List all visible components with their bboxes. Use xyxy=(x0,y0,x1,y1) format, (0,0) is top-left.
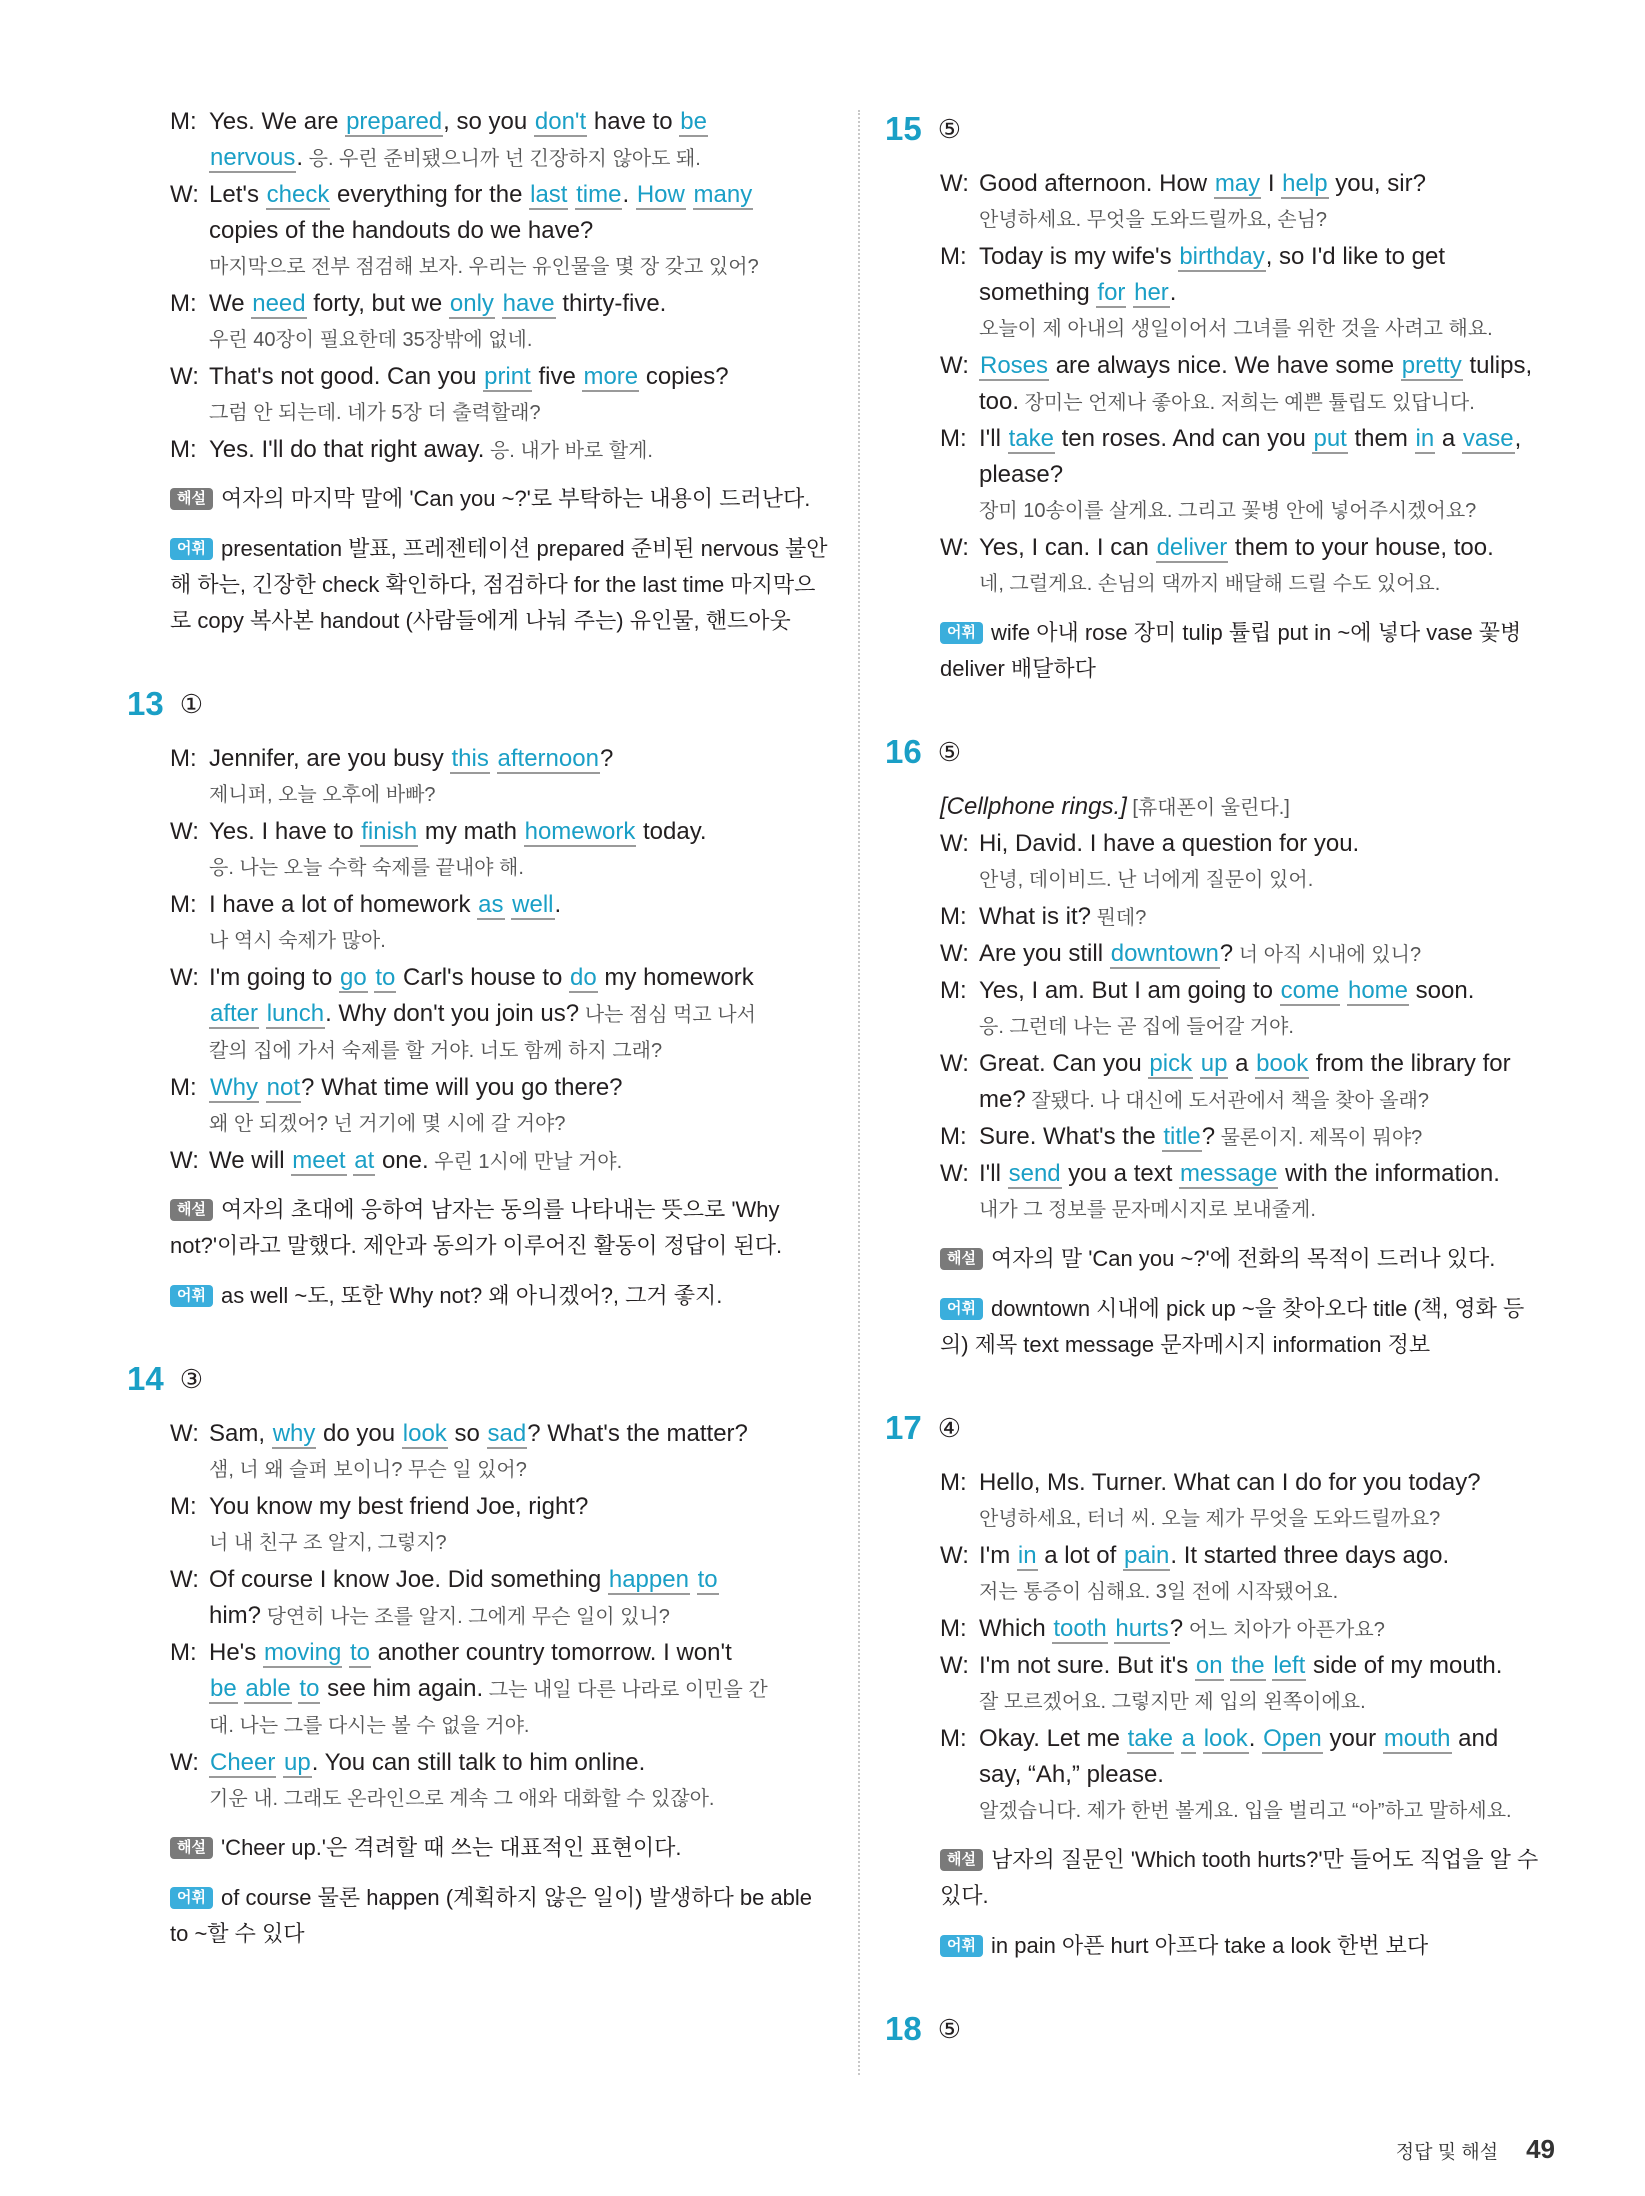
blank-answer: many xyxy=(693,181,753,208)
question-header xyxy=(127,1354,830,1404)
english-text: Great. Can you pick up a book from the library for xyxy=(979,1050,1511,1077)
speaker: W: xyxy=(170,1147,199,1174)
dialogue-line xyxy=(170,960,830,996)
speaker: W: xyxy=(940,352,969,379)
english-text: Good afternoon. How may I help you, sir? xyxy=(979,170,1426,197)
blank-answer: pick xyxy=(1149,1050,1193,1077)
blank-answer: left xyxy=(1273,1652,1306,1679)
english-text: I have a lot of homework as well. xyxy=(209,891,562,918)
dialogue-line xyxy=(170,741,830,777)
blank-answer: prepared xyxy=(346,108,443,135)
blank-answer: Open xyxy=(1263,1725,1322,1752)
speaker: M: xyxy=(940,1123,967,1150)
blank-answer: send xyxy=(1008,1160,1061,1187)
dialogue-line xyxy=(940,1046,1540,1082)
korean-translation: 장미 10송이를 살게요. 그리고 꽃병 안에 넣어주시겠어요? xyxy=(979,500,1477,522)
speaker: M: xyxy=(940,1615,967,1642)
korean-translation: 응. 그런데 나는 곧 집에 들어갈 거야. xyxy=(979,1016,1294,1038)
english-text: He's moving to another country tomorrow. I won't xyxy=(209,1639,732,1666)
korean-translation: 샘, 너 왜 슬퍼 보이니? 무슨 일 있어? xyxy=(209,1459,527,1481)
dialogue-line xyxy=(940,1721,1540,1757)
korean-translation: 네, 그럴게요. 손님의 댁까지 배달해 드릴 수도 있어요. xyxy=(979,573,1441,595)
page-footer xyxy=(1396,2134,1555,2165)
blank-answer: Roses xyxy=(980,352,1049,379)
blank-answer: do xyxy=(570,964,597,991)
question-number: 18 xyxy=(885,2010,922,2047)
english-text: Cheer up. You can still talk to him online. xyxy=(210,1749,646,1776)
blank-answer: take xyxy=(1008,425,1054,452)
blank-answer: homework xyxy=(524,818,636,845)
blank-answer: Cheer xyxy=(210,1749,276,1776)
explanation-note: 해설 여자의 말 'Can you ~?'에 전화의 목적이 드러나 있다. xyxy=(940,1241,1540,1277)
explanation-note: 해설 여자의 초대에 응하여 남자는 동의를 나타내는 뜻으로 'Why not?'이라고 말했다. 제안과 동의가 이루어진 활동이 정답이 된다. xyxy=(170,1197,783,1258)
dialogue-line xyxy=(170,887,830,923)
english-text: That's not good. Can you print five more copies? xyxy=(209,363,729,390)
answer-mark: ⑤ xyxy=(937,736,962,767)
blank-answer: more xyxy=(583,363,639,390)
question-header xyxy=(885,1403,1540,1453)
right-column xyxy=(885,104,1540,2066)
blank-answer: in xyxy=(1415,425,1435,452)
answer-mark: ⑤ xyxy=(937,113,962,144)
question-header xyxy=(885,2004,1540,2054)
speaker: W: xyxy=(940,1542,969,1569)
blank-answer: pretty xyxy=(1401,352,1462,379)
blank-answer: tooth xyxy=(1053,1615,1107,1642)
dialogue-line xyxy=(170,1635,830,1671)
english-text: I'm not sure. But it's on the left side of my mouth. xyxy=(979,1652,1503,1679)
blank-answer: may xyxy=(1214,170,1261,197)
dialogue-line xyxy=(170,286,830,322)
footer-label: 정답 및 해설 xyxy=(1395,2142,1499,2163)
english-text: Are you still downtown? 너 아직 시내에 있니? xyxy=(979,940,1422,967)
english-text: We will meet at one. 우린 1시에 만날 거야. xyxy=(209,1147,623,1174)
eohwi-tag: 어휘 xyxy=(940,1935,983,1957)
dialogue-line xyxy=(170,432,830,469)
question-18 xyxy=(885,2004,1540,2054)
haeseol-tag: 해설 xyxy=(170,1837,213,1859)
english-text: Roses are always nice. We have some pretty tulips, xyxy=(980,352,1533,379)
korean-translation: 안녕하세요, 터너 씨. 오늘 제가 무엇을 도와드릴까요? xyxy=(979,1508,1441,1530)
english-text: I'm going to go to Carl's house to do my homework xyxy=(209,964,754,991)
speaker: W: xyxy=(170,818,199,845)
english-text: Of course I know Joe. Did something happen to xyxy=(209,1566,718,1593)
dialogue-line xyxy=(940,348,1540,384)
blank-answer: sad xyxy=(487,1420,527,1447)
blank-answer: help xyxy=(1282,170,1328,197)
speaker: W: xyxy=(170,1420,199,1447)
question-number: 17 xyxy=(885,1409,922,1446)
dialogue-line xyxy=(170,1745,830,1781)
continuation-line: after lunch. Why don't you join us? 나는 점심 먹고 나서 xyxy=(210,1000,756,1027)
blank-answer: downtown xyxy=(1110,940,1219,967)
korean-translation: 너 내 친구 조 알지, 그렇지? xyxy=(209,1532,447,1554)
speaker: W: xyxy=(940,1652,969,1679)
english-text: Today is my wife's birthday, so I'd like to get xyxy=(979,243,1446,270)
blank-answer: her xyxy=(1134,279,1169,306)
blank-answer: hurts xyxy=(1115,1615,1169,1642)
blank-answer: put xyxy=(1313,425,1347,452)
speaker: W: xyxy=(170,181,199,208)
korean-translation: 나 역시 숙제가 많아. xyxy=(209,930,386,952)
blank-answer: well xyxy=(512,891,554,918)
continuation-line: too. 장미는 언제나 좋아요. 저희는 예쁜 튤립도 있답니다. xyxy=(979,388,1475,415)
korean-translation: 제니퍼, 오늘 오후에 바빠? xyxy=(209,784,436,806)
dialogue-line xyxy=(940,1538,1540,1574)
dialogue-line xyxy=(170,359,830,395)
blank-answer: lunch xyxy=(266,1000,325,1027)
blank-answer: a xyxy=(1181,1725,1196,1752)
dialogue-line xyxy=(170,814,830,850)
haeseol-tag: 해설 xyxy=(170,488,213,510)
answer-mark: ④ xyxy=(937,1412,962,1443)
speaker: W: xyxy=(170,1566,199,1593)
dialogue-line xyxy=(170,177,830,213)
blank-answer: need xyxy=(252,290,306,317)
speaker: M: xyxy=(940,903,967,930)
blank-answer: come xyxy=(1280,977,1340,1004)
dialogue-line xyxy=(170,1562,830,1598)
blank-answer: in xyxy=(1017,1542,1037,1569)
speaker: W: xyxy=(940,830,969,857)
dialogue-line xyxy=(170,104,830,140)
speaker: W: xyxy=(170,1749,199,1776)
eohwi-tag: 어휘 xyxy=(940,622,983,644)
dialogue-line xyxy=(940,1648,1540,1684)
vocabulary-note: 어휘 downtown 시내에 pick up ~을 찾아오다 title (책, 영화 등의) 제목 text message 문자메시지 information 정보 xyxy=(940,1296,1525,1357)
speaker: M: xyxy=(940,1469,967,1496)
speaker: M: xyxy=(170,290,197,317)
blank-answer: be xyxy=(680,108,707,135)
page-number: 49 xyxy=(1526,2134,1555,2164)
dialogue-line xyxy=(940,1119,1540,1156)
blank-answer: up xyxy=(284,1749,311,1776)
dialogue-line xyxy=(170,1489,830,1525)
speaker: M: xyxy=(170,436,197,463)
english-text: Yes, I am. But I am going to come home soon. xyxy=(979,977,1475,1004)
blank-answer: to xyxy=(349,1639,370,1666)
question-number: 15 xyxy=(885,110,922,147)
speaker: W: xyxy=(170,363,199,390)
blank-answer: title xyxy=(1163,1123,1201,1150)
vocabulary-note: 어휘 in pain 아픈 hurt 아프다 take a look 한번 보다 xyxy=(940,1928,1540,1964)
dialogue-line xyxy=(170,1143,830,1180)
blank-answer: message xyxy=(1180,1160,1278,1187)
korean-translation: 응. 나는 오늘 수학 숙제를 끝내야 해. xyxy=(209,857,524,879)
blank-answer: to xyxy=(697,1566,718,1593)
continuation-line: me? 잘됐다. 나 대신에 도서관에서 책을 찾아 올래? xyxy=(979,1086,1430,1113)
korean-translation: 저는 통증이 심해요. 3일 전에 시작됐어요. xyxy=(979,1581,1339,1603)
blank-answer: for xyxy=(1097,279,1126,306)
speaker: M: xyxy=(170,745,197,772)
question-12-continued xyxy=(170,104,830,639)
blank-answer: to xyxy=(299,1675,320,1702)
english-text: Hello, Ms. Turner. What can I do for you today? xyxy=(979,1469,1481,1496)
haeseol-tag: 해설 xyxy=(170,1199,213,1221)
english-text: Jennifer, are you busy this afternoon? xyxy=(209,745,614,772)
blank-answer: happen xyxy=(608,1566,689,1593)
question-header xyxy=(885,727,1540,777)
blank-answer: to xyxy=(375,964,396,991)
speaker: M: xyxy=(170,891,197,918)
question-number: 14 xyxy=(127,1360,164,1397)
korean-translation: 우린 40장이 필요한데 35장밖에 없네. xyxy=(209,329,533,351)
blank-answer: last xyxy=(530,181,568,208)
english-text: Okay. Let me take a look. Open your mouth and xyxy=(979,1725,1499,1752)
english-text: I'm in a lot of pain. It started three days ago. xyxy=(979,1542,1450,1569)
english-text: Yes. We are prepared, so you don't have to be xyxy=(209,108,707,135)
speaker: M: xyxy=(170,1493,197,1520)
continuation-line: him? 당연히 나는 조를 알지. 그에게 무슨 일이 있니? xyxy=(209,1602,670,1629)
korean-translation: 기운 내. 그래도 온라인으로 계속 그 애와 대화할 수 있잖아. xyxy=(209,1788,715,1810)
speaker: M: xyxy=(940,425,967,452)
speaker: W: xyxy=(940,170,969,197)
dialogue-line xyxy=(170,1070,830,1106)
blank-answer: book xyxy=(1256,1050,1309,1077)
english-text: Hi, David. I have a question for you. xyxy=(979,830,1360,857)
english-text: Yes. I'll do that right away. 응. 내가 바로 할게. xyxy=(209,436,653,463)
english-text: Let's check everything for the last time. How many xyxy=(209,181,753,208)
haeseol-tag: 해설 xyxy=(940,1248,983,1270)
blank-answer: nervous xyxy=(210,144,296,171)
blank-answer: don't xyxy=(534,108,587,135)
blank-answer: on xyxy=(1195,1652,1223,1679)
speaker: M: xyxy=(940,243,967,270)
english-text: What is it? 뭔데? xyxy=(979,903,1147,930)
dialogue-line xyxy=(940,899,1540,936)
question-header xyxy=(885,104,1540,154)
blank-answer: look xyxy=(402,1420,447,1447)
dialogue-line xyxy=(940,936,1540,973)
explanation-note: 해설 여자의 마지막 말에 'Can you ~?'로 부탁하는 내용이 드러난다. xyxy=(170,481,830,517)
question-header xyxy=(127,679,830,729)
dialogue-line xyxy=(940,1611,1540,1648)
speaker: W: xyxy=(940,534,969,561)
speaker: M: xyxy=(170,1074,197,1101)
continuation-line: please? xyxy=(979,461,1064,488)
continuation-line: something for her. xyxy=(979,279,1177,306)
blank-answer: not xyxy=(266,1074,301,1101)
blank-answer: only xyxy=(449,290,494,317)
blank-answer: print xyxy=(484,363,531,390)
blank-answer: as xyxy=(478,891,504,918)
blank-answer: the xyxy=(1231,1652,1265,1679)
question-14 xyxy=(127,1354,830,1952)
blank-answer: check xyxy=(266,181,330,208)
english-text: Which tooth hurts? 어느 치아가 아픈가요? xyxy=(979,1615,1385,1642)
vocabulary-note: 어휘 presentation 발표, 프레젠테이션 prepared 준비된 nervous 불안해 하는, 긴장한 check 확인하다, 점검하다 for the last time 마지막으로 copy 복사본 handout (사람들에게 나눠 주는) 유인물, 핸드아웃 xyxy=(170,536,828,633)
blank-answer: mouth xyxy=(1383,1725,1451,1752)
blank-answer: after xyxy=(210,1000,259,1027)
blank-answer: pain xyxy=(1124,1542,1170,1569)
dialogue-line xyxy=(940,421,1540,457)
blank-answer: take xyxy=(1127,1725,1173,1752)
korean-translation: 마지막으로 전부 점검해 보자. 우리는 유인물을 몇 장 갖고 있어? xyxy=(209,256,759,278)
blank-answer: up xyxy=(1200,1050,1228,1077)
answer-mark: ⑤ xyxy=(937,2013,962,2044)
dialogue-line xyxy=(940,973,1540,1009)
eohwi-tag: 어휘 xyxy=(940,1298,983,1320)
blank-answer: meet xyxy=(292,1147,346,1174)
english-text: Sam, why do you look so sad? What's the matter? xyxy=(209,1420,748,1447)
english-text: Yes, I can. I can deliver them to your house, too. xyxy=(979,534,1494,561)
vocabulary-note: 어휘 as well ~도, 또한 Why not? 왜 아니겠어?, 그거 좋지. xyxy=(170,1278,830,1314)
korean-translation: 그럼 안 되는데. 네가 5장 더 출력할래? xyxy=(209,402,541,424)
answer-mark: ③ xyxy=(179,1363,204,1394)
korean-translation: 오늘이 제 아내의 생일이어서 그녀를 위한 것을 사려고 해요. xyxy=(979,318,1493,340)
speaker: W: xyxy=(170,964,199,991)
question-16 xyxy=(885,727,1540,1363)
question-number: 16 xyxy=(885,733,922,770)
english-text: I'll send you a text message with the information. xyxy=(979,1160,1500,1187)
blank-answer: time xyxy=(576,181,622,208)
blank-answer: this xyxy=(451,745,489,772)
blank-answer: look xyxy=(1203,1725,1248,1752)
dialogue-line xyxy=(940,166,1540,202)
vocabulary-note: 어휘 wife 아내 rose 장미 tulip 튤립 put in ~에 넣다 vase 꽃병 deliver 배달하다 xyxy=(940,620,1522,681)
blank-answer: birthday xyxy=(1179,243,1265,270)
eohwi-tag: 어휘 xyxy=(170,538,213,560)
korean-translation: 안녕하세요. 무엇을 도와드릴까요, 손님? xyxy=(979,209,1328,231)
speaker: M: xyxy=(170,1639,197,1666)
speaker: W: xyxy=(940,1160,969,1187)
explanation-note: 해설 'Cheer up.'은 격려할 때 쓰는 대표적인 표현이다. xyxy=(170,1830,830,1866)
blank-answer: be xyxy=(210,1675,237,1702)
speaker: M: xyxy=(940,1725,967,1752)
blank-answer: moving xyxy=(263,1639,342,1666)
question-13 xyxy=(127,679,830,1314)
speaker: W: xyxy=(940,1050,969,1077)
english-text: Why not? What time will you go there? xyxy=(210,1074,623,1101)
korean-translation: 칼의 집에 가서 숙제를 할 거야. 너도 함께 하지 그래? xyxy=(209,1040,663,1062)
blank-answer: How xyxy=(636,181,685,208)
answer-mark: ① xyxy=(179,688,204,719)
continuation-line: be able to see him again. 그는 내일 다른 나라로 이민을 간 xyxy=(210,1675,768,1702)
english-text: You know my best friend Joe, right? xyxy=(209,1493,589,1520)
question-17 xyxy=(885,1403,1540,1964)
korean-translation: 잘 모르겠어요. 그렇지만 제 입의 왼쪽이에요. xyxy=(979,1691,1366,1713)
continuation-line: say, “Ah,” please. xyxy=(979,1761,1164,1788)
eohwi-tag: 어휘 xyxy=(170,1285,213,1307)
blank-answer: able xyxy=(245,1675,291,1702)
column-divider xyxy=(858,110,860,2075)
blank-answer: Why xyxy=(210,1074,258,1101)
korean-translation: 안녕, 데이비드. 난 너에게 질문이 있어. xyxy=(979,869,1314,891)
stage-direction: [Cellphone rings.] [휴대폰이 울린다.] xyxy=(940,793,1290,820)
blank-answer: vase xyxy=(1462,425,1514,452)
blank-answer: deliver xyxy=(1156,534,1228,561)
blank-answer: why xyxy=(272,1420,316,1447)
vocabulary-note: 어휘 of course 물론 happen (계획하지 않은 일이) 발생하다 be able to ~할 수 있다 xyxy=(170,1885,813,1946)
speaker: W: xyxy=(940,940,969,967)
question-15 xyxy=(885,104,1540,687)
english-text: I'll take ten roses. And can you put them in a vase, xyxy=(979,425,1522,452)
english-text: Sure. What's the title? 물론이지. 제목이 뭐야? xyxy=(979,1123,1423,1150)
eohwi-tag: 어휘 xyxy=(170,1887,213,1909)
blank-answer: finish xyxy=(361,818,418,845)
blank-answer: at xyxy=(354,1147,375,1174)
blank-answer: home xyxy=(1347,977,1409,1004)
haeseol-tag: 해설 xyxy=(940,1849,983,1871)
korean-translation: 내가 그 정보를 문자메시지로 보내줄게. xyxy=(979,1199,1316,1221)
question-number: 13 xyxy=(127,685,164,722)
dialogue-line xyxy=(940,530,1540,566)
dialogue-line xyxy=(940,826,1540,862)
english-text: Yes. I have to finish my math homework today. xyxy=(209,818,707,845)
speaker: M: xyxy=(940,977,967,1004)
korean-translation: 왜 안 되겠어? 넌 거기에 몇 시에 갈 거야? xyxy=(209,1113,566,1135)
continuation-line: copies of the handouts do we have? xyxy=(209,217,594,244)
dialogue-line xyxy=(940,1465,1540,1501)
blank-answer: afternoon xyxy=(497,745,599,772)
left-column xyxy=(127,104,830,1952)
english-text: We need forty, but we only have thirty-five. xyxy=(209,290,667,317)
blank-answer: go xyxy=(339,964,367,991)
korean-translation: 대. 나는 그를 다시는 볼 수 없을 거야. xyxy=(209,1715,530,1737)
dialogue-line xyxy=(940,239,1540,275)
blank-answer: have xyxy=(502,290,555,317)
speaker: M: xyxy=(170,108,197,135)
korean-translation: 알겠습니다. 제가 한번 볼게요. 입을 벌리고 “아”하고 말하세요. xyxy=(979,1800,1512,1822)
dialogue-line xyxy=(940,1156,1540,1192)
continuation-line: nervous. 응. 우린 준비됐으니까 넌 긴장하지 않아도 돼. xyxy=(210,144,701,171)
explanation-note: 해설 남자의 질문인 'Which tooth hurts?'만 들어도 직업을 알 수 있다. xyxy=(940,1847,1539,1908)
dialogue-line xyxy=(170,1416,830,1452)
